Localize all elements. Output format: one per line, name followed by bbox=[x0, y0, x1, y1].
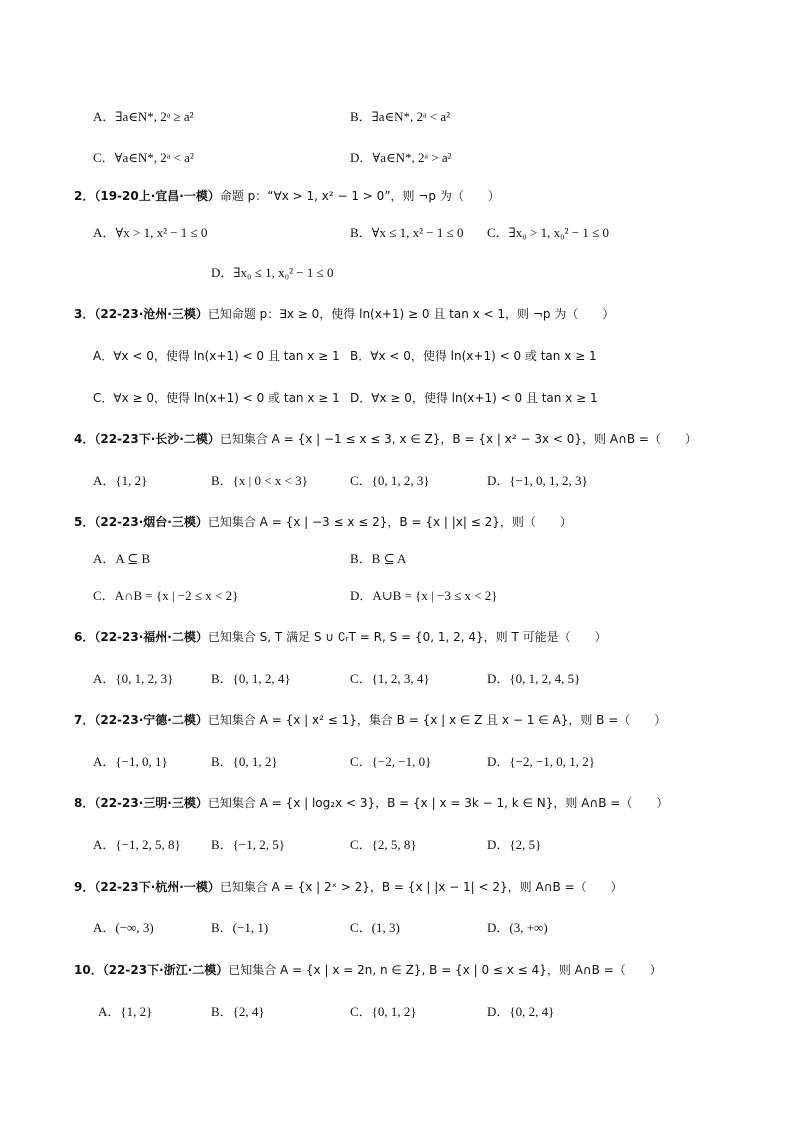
q9-number: 9． bbox=[74, 880, 95, 894]
q9-text: 已知集合 A = {x | 2ˣ > 2}，B = {x | |x − 1| < 2}，则 A∩B =（ ） bbox=[219, 880, 623, 894]
q9-stem bbox=[74, 879, 623, 895]
q10-number: 10． bbox=[74, 963, 103, 977]
q6-text: 已知集合 S, T 满足 S ∪ ∁ᵣT = R, S = {0, 1, 2, 4}，则 T 可能是（ ） bbox=[207, 630, 607, 644]
q2-stem bbox=[74, 188, 500, 204]
q4-option-b: B．{x | 0 < x < 3} bbox=[211, 473, 308, 488]
q9-source: （22-23下·杭州·一模） bbox=[94, 880, 220, 894]
q7-option-d: D．{−2, −1, 0, 1, 2} bbox=[487, 754, 596, 769]
q7-text: 已知集合 A = {x | x² ≤ 1}，集合 B = {x | x ∈ Z 且 x − 1 ∈ A}，则 B =（ ） bbox=[207, 713, 667, 727]
q10-stem bbox=[74, 962, 662, 978]
q5-option-d: D．A∪B = {x | −3 ≤ x < 2} bbox=[350, 588, 498, 603]
q7-number: 7． bbox=[74, 713, 95, 727]
q7-option-b: B．{0, 1, 2} bbox=[211, 754, 278, 769]
q4-text: 已知集合 A = {x | −1 ≤ x ≤ 3, x ∈ Z}，B = {x | x² − 3x < 0}，则 A∩B =（ ） bbox=[219, 432, 697, 446]
q5-stem bbox=[74, 514, 572, 530]
q5-option-c: C．A∩B = {x | −2 ≤ x < 2} bbox=[93, 588, 239, 603]
q4-stem bbox=[74, 431, 697, 447]
q4-option-d: D．{−1, 0, 1, 2, 3} bbox=[487, 473, 588, 488]
q10-source: （22-23下·浙江·二模） bbox=[102, 963, 229, 977]
q2-option-d: D．∃x₀ ≤ 1, x₀² − 1 ≤ 0 bbox=[211, 265, 334, 280]
q5-source: （22-23·烟台·三模） bbox=[94, 515, 208, 529]
q3-option-c: C．∀x ≥ 0，使得 ln(x+1) < 0 或 tan x ≥ 1 bbox=[93, 391, 340, 405]
q3-source: （22-23·沧州·三模） bbox=[94, 307, 208, 321]
q2-source: （19-20上·宜昌·一模） bbox=[94, 189, 220, 203]
q8-number: 8． bbox=[74, 796, 95, 810]
q2-option-a: A．∀x > 1, x² − 1 ≤ 0 bbox=[93, 225, 208, 240]
q9-option-b: B．(−1, 1) bbox=[211, 920, 269, 935]
q8-option-d: D．{2, 5} bbox=[487, 837, 542, 852]
q8-source: （22-23·三明·三模） bbox=[94, 796, 208, 810]
q10-option-b: B．{2, 4} bbox=[211, 1004, 265, 1019]
q6-option-a: A．{0, 1, 2, 3} bbox=[93, 671, 174, 686]
q1-option-b: B．∃a∈N*, 2ᵃ < a² bbox=[350, 109, 451, 124]
q8-option-c: C．{2, 5, 8} bbox=[350, 837, 417, 852]
q3-text: 已知命题 p：∃x ≥ 0，使得 ln(x+1) ≥ 0 且 tan x < 1，则 ¬p 为（ ） bbox=[207, 307, 615, 321]
q3-option-b: B．∀x < 0，使得 ln(x+1) < 0 或 tan x ≥ 1 bbox=[350, 349, 597, 363]
q6-option-c: C．{1, 2, 3, 4} bbox=[350, 671, 430, 686]
q8-stem bbox=[74, 795, 668, 811]
q4-option-a: A．{1, 2} bbox=[93, 473, 148, 488]
q1-option-c: C．∀a∈N*, 2ᵃ < a² bbox=[93, 150, 194, 165]
q5-option-b: B．B ⊆ A bbox=[350, 551, 407, 566]
q8-option-b: B．{−1, 2, 5} bbox=[211, 837, 285, 852]
q10-option-a: A．{1, 2} bbox=[98, 1004, 153, 1019]
q9-option-c: C．(1, 3) bbox=[350, 920, 400, 935]
q9-option-d: D．(3, +∞) bbox=[487, 920, 548, 935]
q7-stem bbox=[74, 712, 666, 728]
q2-number: 2． bbox=[74, 189, 95, 203]
q6-number: 6． bbox=[74, 630, 95, 644]
q2-text: 命题 p：“∀x > 1, x² − 1 > 0”，则 ¬p 为（ ） bbox=[219, 189, 500, 203]
q1-option-a: A．∃a∈N*, 2ᵃ ≥ a² bbox=[93, 109, 194, 124]
q6-source: （22-23·福州·二模） bbox=[94, 630, 208, 644]
q5-text: 已知集合 A = {x | −3 ≤ x ≤ 2}，B = {x | |x| ≤ 2}，则（ ） bbox=[207, 515, 572, 529]
q7-option-a: A．{−1, 0, 1} bbox=[93, 754, 168, 769]
q6-stem bbox=[74, 629, 607, 645]
q10-option-d: D．{0, 2, 4} bbox=[487, 1004, 555, 1019]
q2-option-b: B．∀x ≤ 1, x² − 1 ≤ 0 bbox=[350, 225, 464, 240]
q4-number: 4． bbox=[74, 432, 95, 446]
q3-number: 3． bbox=[74, 307, 95, 321]
q10-text: 已知集合 A = {x | x = 2n, n ∈ Z}, B = {x | 0 ≤ x ≤ 4}，则 A∩B =（ ） bbox=[228, 963, 662, 977]
q6-option-d: D．{0, 1, 2, 4, 5} bbox=[487, 671, 581, 686]
q5-number: 5． bbox=[74, 515, 95, 529]
q8-text: 已知集合 A = {x | log₂x < 3}，B = {x | x = 3k − 1, k ∈ N}，则 A∩B =（ ） bbox=[207, 796, 669, 810]
q2-option-c: C．∃x₀ > 1, x₀² − 1 ≤ 0 bbox=[487, 225, 609, 240]
q6-option-b: B．{0, 1, 2, 4} bbox=[211, 671, 291, 686]
q8-option-a: A．{−1, 2, 5, 8} bbox=[93, 837, 181, 852]
q1-option-d: D．∀a∈N*, 2ᵃ > a² bbox=[350, 150, 452, 165]
q10-option-c: C．{0, 1, 2} bbox=[350, 1004, 417, 1019]
q3-option-d: D．∀x ≥ 0，使得 ln(x+1) < 0 且 tan x ≥ 1 bbox=[350, 391, 598, 405]
q4-source: （22-23下·长沙·二模） bbox=[94, 432, 220, 446]
q3-option-a: A．∀x < 0，使得 ln(x+1) < 0 且 tan x ≥ 1 bbox=[93, 349, 340, 363]
q5-option-a: A．A ⊆ B bbox=[93, 551, 151, 566]
q7-option-c: C．{−2, −1, 0} bbox=[350, 754, 432, 769]
q4-option-c: C．{0, 1, 2, 3} bbox=[350, 473, 430, 488]
q3-stem bbox=[74, 306, 614, 322]
q9-option-a: A．(−∞, 3) bbox=[93, 920, 154, 935]
q7-source: （22-23·宁德·二模） bbox=[94, 713, 208, 727]
